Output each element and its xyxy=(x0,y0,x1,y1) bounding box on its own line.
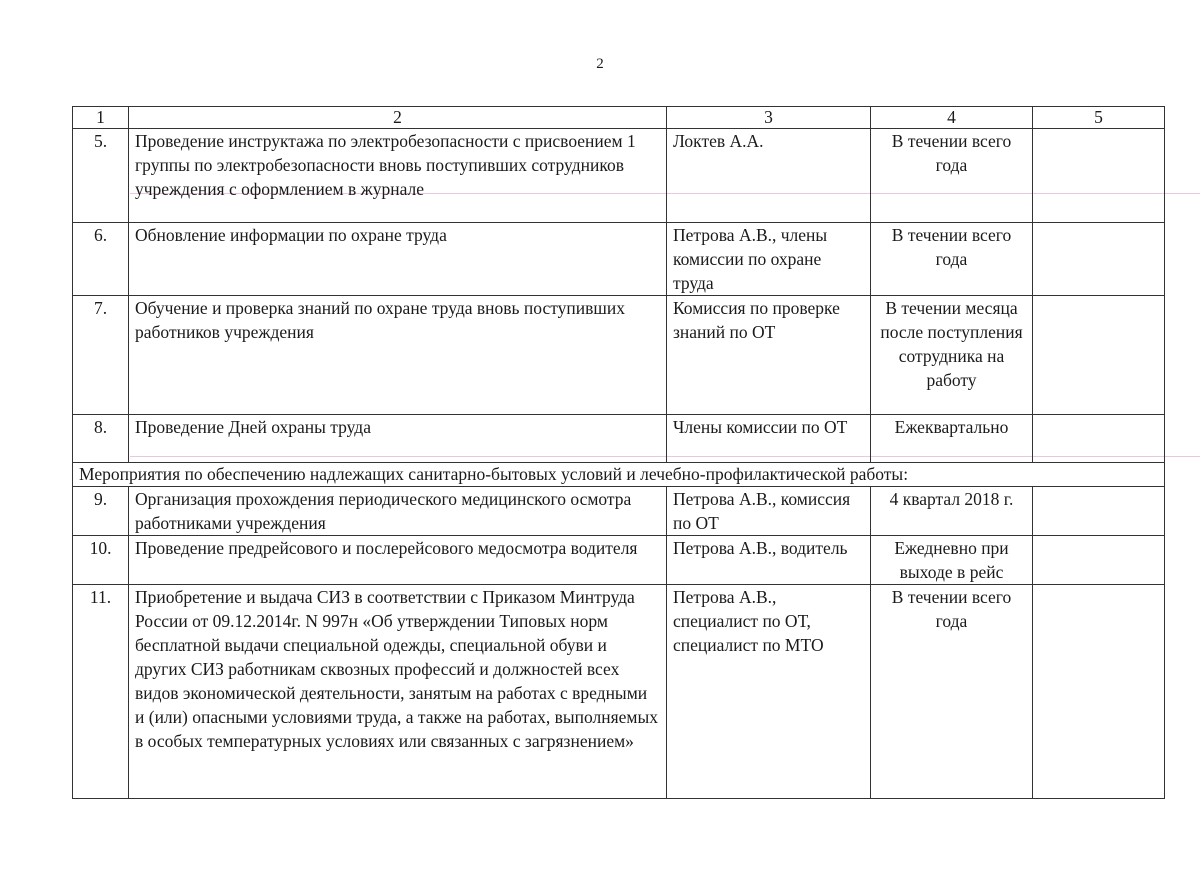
row-description: Организация прохождения периодического медицинского осмотра работниками учреждения xyxy=(129,487,667,536)
header-cell: 1 xyxy=(73,107,129,129)
row-term: Ежедневно при выходе в рейс xyxy=(871,536,1033,585)
plan-table xyxy=(72,106,1165,799)
section-row xyxy=(73,463,1165,487)
table-row xyxy=(73,296,1165,415)
row-term: Ежеквартально xyxy=(871,415,1033,463)
header-cell: 3 xyxy=(667,107,871,129)
page-number: 2 xyxy=(596,56,604,72)
row-description: Обновление информации по охране труда xyxy=(129,223,667,296)
table-row xyxy=(73,415,1165,463)
row-responsible: Петрова А.В., комиссия по ОТ xyxy=(667,487,871,536)
row-description: Проведение предрейсового и послерейсового медосмотра водителя xyxy=(129,536,667,585)
row-description: Приобретение и выдача СИЗ в соответствии с Приказом Минтруда России от 09.12.2014г. N 997н «Об утверждении Типовых норм бесплатной выдачи специальной одежды, специальной обуви и других СИЗ работникам сквозных профессий и должностей всех видов экономической деятельности, занятым на работах с вредными и (или) опасными условиями труда, а также на работах, выполняемых в особых температурных условиях или связанных с загрязнением» xyxy=(129,585,667,799)
section-title: Мероприятия по обеспечению надлежащих санитарно-бытовых условий и лечебно-профилактической работы: xyxy=(73,463,1165,487)
row-number: 11. xyxy=(73,585,129,799)
table-row xyxy=(73,129,1165,223)
header-cell: 5 xyxy=(1033,107,1165,129)
table-row xyxy=(73,487,1165,536)
row-term: В течении месяца после поступления сотрудника на работу xyxy=(871,296,1033,415)
row-responsible: Комиссия по проверке знаний по ОТ xyxy=(667,296,871,415)
header-cell: 2 xyxy=(129,107,667,129)
header-cell: 4 xyxy=(871,107,1033,129)
row-note xyxy=(1033,415,1165,463)
row-responsible: Петрова А.В., специалист по ОТ, специалист по МТО xyxy=(667,585,871,799)
row-number: 8. xyxy=(73,415,129,463)
table-row xyxy=(73,536,1165,585)
row-note xyxy=(1033,487,1165,536)
row-responsible: Локтев А.А. xyxy=(667,129,871,223)
row-number: 5. xyxy=(73,129,129,223)
row-number: 7. xyxy=(73,296,129,415)
row-term: В течении всего года xyxy=(871,129,1033,223)
table-row xyxy=(73,585,1165,799)
row-term: В течении всего года xyxy=(871,223,1033,296)
row-responsible: Члены комиссии по ОТ xyxy=(667,415,871,463)
row-note xyxy=(1033,296,1165,415)
row-number: 9. xyxy=(73,487,129,536)
row-term: В течении всего года xyxy=(871,585,1033,799)
row-number: 10. xyxy=(73,536,129,585)
table-row xyxy=(73,223,1165,296)
row-note xyxy=(1033,585,1165,799)
row-number: 6. xyxy=(73,223,129,296)
row-note xyxy=(1033,536,1165,585)
row-description: Проведение Дней охраны труда xyxy=(129,415,667,463)
table-header-row xyxy=(73,107,1165,129)
row-description: Проведение инструктажа по электробезопасности с присвоением 1 группы по электробезопасности вновь поступивших сотрудников учреждения с оформлением в журнале xyxy=(129,129,667,223)
row-description: Обучение и проверка знаний по охране труда вновь поступивших работников учреждения xyxy=(129,296,667,415)
row-responsible: Петрова А.В., водитель xyxy=(667,536,871,585)
row-term: 4 квартал 2018 г. xyxy=(871,487,1033,536)
row-note xyxy=(1033,223,1165,296)
row-note xyxy=(1033,129,1165,223)
row-responsible: Петрова А.В., члены комиссии по охране труда xyxy=(667,223,871,296)
